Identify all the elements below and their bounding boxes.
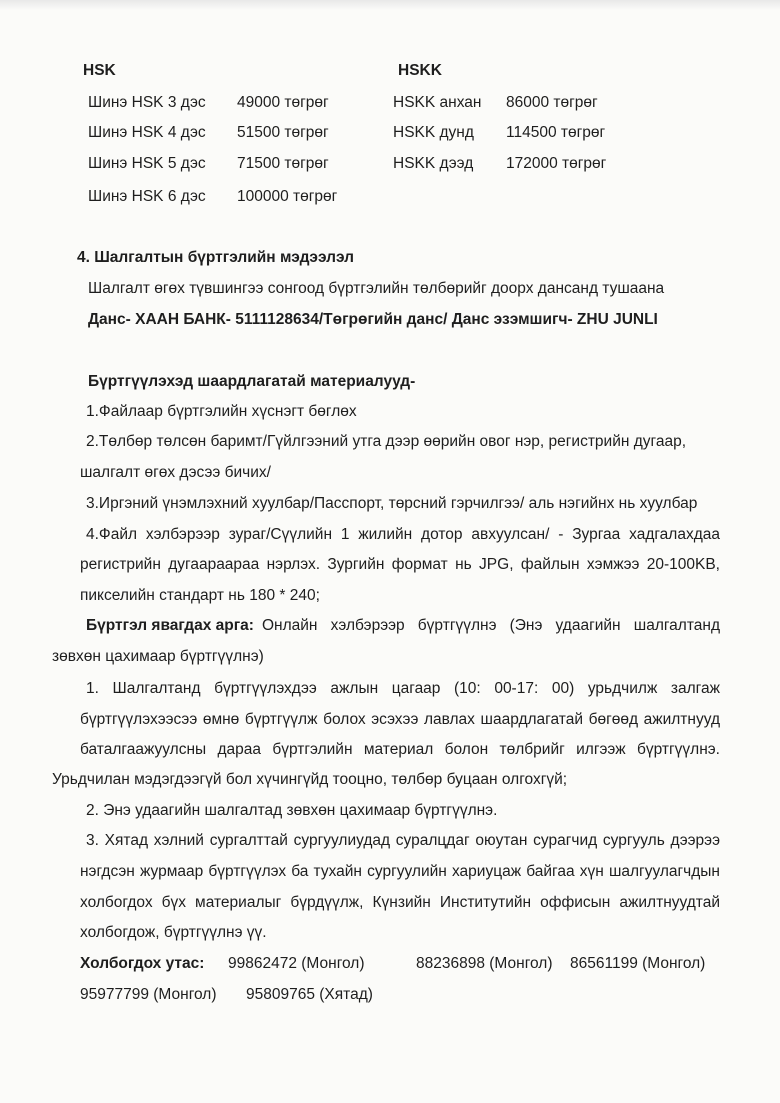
contact-label: Холбогдох утас:: [80, 955, 205, 972]
hsk-price: 100000 төгрөг: [237, 188, 338, 205]
hsk-level: Шинэ HSK 3 дэс: [88, 94, 206, 111]
hsk-level: Шинэ HSK 4 дэс: [88, 124, 206, 141]
hsk-price: 49000 төгрөг: [237, 94, 329, 111]
method-paragraph-3: холбогдох бүх материалыг бүрдүүлж, Күнзийн Институтийн оффисын ажилтнуудтай: [80, 894, 720, 911]
material-item: 1.Файлаар бүртгэлийн хүснэгт бөглөх: [86, 403, 357, 420]
contact-phone: 99862472 (Монгол): [228, 955, 365, 972]
scan-edge: [0, 0, 780, 10]
hskk-price: 86000 төгрөг: [506, 94, 598, 111]
contact-phone: 88236898 (Монгол): [416, 955, 553, 972]
hsk-price: 71500 төгрөг: [237, 155, 329, 172]
material-item: 2.Төлбөр төлсөн баримт/Гүйлгээний утга дээр өөрийн овог нэр, регистрийн дугаар,: [86, 433, 687, 450]
hskk-level: HSKK дээд: [393, 155, 474, 172]
material-item-cont: пикселийн стандарт нь 180 * 240;: [80, 587, 320, 604]
hskk-title: HSKK: [398, 62, 442, 79]
material-item-cont: шалгалт өгөх дэсээ бичих/: [80, 464, 271, 481]
section4-intro: Шалгалт өгөх түвшингээ сонгоод бүртгэлийн төлбөрийг доорх дансанд тушаана: [88, 280, 665, 297]
section4-heading: 4. Шалгалтын бүртгэлийн мэдээлэл: [77, 249, 355, 266]
method-label: Бүртгэл явагдах арга:: [86, 617, 254, 634]
method-paragraph-1: Урьдчилан мэдэгдээгүй бол хүчингүйд тооцно, төлбөр буцаан олгохгүй;: [52, 771, 568, 788]
method-text: Онлайн хэлбэрээр бүртгүүлнэ (Энэ удаагийн шалгалтанд: [261, 617, 720, 634]
contact-phone: 95809765 (Хятад): [246, 986, 373, 1003]
hsk-price: 51500 төгрөг: [237, 124, 329, 141]
method-paragraph-3: нэгдсэн журмаар бүртгүүлэх ба тухайн сургуулийн хариуцаж байгаа хүн шалгуулагчдын: [80, 863, 720, 880]
hsk-level: Шинэ HSK 5 дэс: [88, 155, 206, 172]
material-item: 4.Файл хэлбэрээр зураг/Сүүлийн 1 жилийн дотор авхуулсан/ - Зургаа хадгалахдаа: [86, 526, 720, 543]
method-paragraph-1: баталгаажуулсны дараа бүртгэлийн материал болон төлбрийг илгээж бүртгүүлнэ.: [80, 741, 720, 758]
contact-phone: 95977799 (Монгол): [80, 986, 217, 1003]
method-paragraph-3: 3. Хятад хэлний сургалттай сургуулиудад суралцдаг оюутан сурагчид сургууль дээрээ: [86, 832, 720, 849]
hskk-level: HSKK анхан: [393, 94, 482, 111]
method-paragraph-3: холбогдож, бүртгүүлнэ үү.: [80, 924, 267, 941]
material-item: 3.Иргэний үнэмлэхний хуулбар/Пасспорт, төрсний гэрчилгээ/ аль нэгийнх нь хуулбар: [86, 495, 698, 512]
method-paragraph-1: бүртгүүлэхээсээ өмнө бүртгүүлж болох эсэхээ лавлах шаардлагатай бөгөөд ажилтнууд: [80, 711, 720, 728]
hskk-level: HSKK дунд: [393, 124, 474, 141]
method-text-cont: зөвхөн цахимаар бүртгүүлнэ): [52, 648, 264, 665]
bank-account: Данс- ХААН БАНК- 5111128634/Төгрөгийн данс/ Данс эзэмшигч- ZHU JUNLI: [88, 311, 658, 328]
method-paragraph-2: 2. Энэ удаагийн шалгалтад зөвхөн цахимаар бүртгүүлнэ.: [86, 802, 498, 819]
method-row: [86, 617, 720, 635]
hskk-price: 114500 төгрөг: [506, 124, 606, 141]
materials-heading: Бүртгүүлэхэд шаардлагатай материалууд-: [88, 373, 416, 390]
hsk-level: Шинэ HSK 6 дэс: [88, 188, 206, 205]
hsk-title: HSK: [83, 62, 116, 79]
contact-phone: 86561199 (Монгол): [570, 955, 706, 972]
method-paragraph-1: 1. Шалгалтанд бүртгүүлэхдээ ажлын цагаар (10: 00-17: 00) урьдчилж залгаж: [86, 680, 720, 697]
hskk-price: 172000 төгрөг: [506, 155, 607, 172]
material-item-cont: регистрийн дугаараараа нэрлэх. Зургийн формат нь JPG, файлын хэмжээ 20-100KB,: [80, 556, 720, 573]
